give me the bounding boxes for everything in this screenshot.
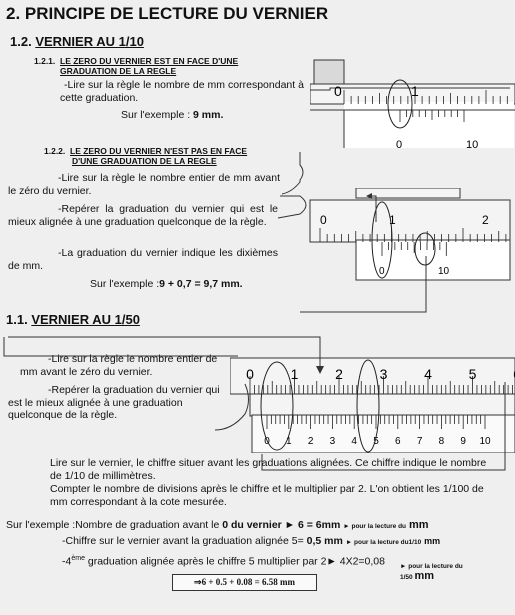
paragraph-1-50-reperer: -Repérer la graduation du vernier qui est le mieux alignée à une graduation quelconque de la règle. — [8, 384, 220, 421]
superscript: ème — [71, 555, 85, 562]
vernier-label: 7 — [416, 436, 423, 447]
vernier-label: 6 — [395, 436, 401, 447]
vernier-label: 0 — [264, 436, 270, 447]
vernier-label: 1 — [286, 436, 292, 447]
text-small: 1/50 — [400, 574, 413, 581]
vernier-diagram-2 — [300, 188, 515, 293]
vernier-label: 3 — [329, 436, 336, 447]
vernier-body — [344, 102, 514, 148]
paragraph-dixiemes: -La graduation du vernier indique les dixièmes de mm. — [8, 247, 278, 272]
paragraph-lire-entier: -Lire sur la règle le nombre entier de mm avant le zéro du vernier. — [8, 172, 280, 197]
text: graduation alignée après le chiffre 5 multiplier par 2► 4X2=0,08 — [84, 555, 385, 568]
section-number: 1.2. — [10, 34, 32, 49]
vernier-label-0: 0 — [396, 139, 403, 148]
example-9mm — [121, 109, 223, 122]
vernier-label-10: 10 — [466, 139, 479, 148]
scale-label-1: 1 — [411, 83, 419, 99]
vernier-label: 8 — [438, 436, 445, 447]
ruler-body — [310, 200, 510, 242]
page-title: 2. PRINCIPE DE LECTURE DU VERNIER — [6, 4, 329, 23]
scale-label: 3 — [379, 366, 388, 382]
subsection-number: 1.2.1. — [34, 56, 56, 66]
section-heading-1-50 — [6, 312, 140, 327]
text: -Chiffre sur le vernier avant la graduation alignée 5= — [62, 535, 307, 547]
vernier-label-0: 0 — [379, 266, 385, 277]
subsection-line1: LE ZERO DU VERNIER N'EST PAS EN FACE — [70, 146, 248, 156]
subsection-heading-1-2-1 — [34, 56, 294, 76]
scale-label-0: 0 — [334, 83, 342, 99]
text: Sur l'exemple :Nombre de graduation avant le — [6, 519, 223, 531]
vernier-label-10: 10 — [438, 266, 450, 277]
text-bold: 0,5 mm — [306, 535, 343, 547]
paragraph-1-50-compter: Compter le nombre de divisions après le chiffre et le multiplier par 2. L'on obtient les 1/100 de mm correspondant à la cote mesurée. — [50, 483, 484, 508]
subsection-line1: LE ZERO DU VERNIER EST EN FACE D'UNE — [60, 56, 239, 66]
example-value: 9 + 0,7 = 9,7 mm. — [159, 278, 243, 290]
jaw — [314, 60, 344, 84]
unit-mm: mm — [408, 519, 429, 531]
example-label: Sur l'exemple : — [90, 278, 160, 290]
paragraph-1-50-lire-vernier: Lire sur le vernier, le chiffre situer avant les graduations alignées. Ce chiffre indique le nombre de 1/10 de millimètres. — [50, 457, 487, 482]
example-9-7mm — [90, 278, 243, 291]
scale-label: 2 — [335, 366, 343, 382]
text-bold: ► 6 = 6mm — [284, 519, 341, 531]
text-small: ► pour la lecture du — [343, 523, 407, 530]
vernier-label: 5 — [373, 436, 379, 447]
subsection-heading-1-2-2 — [44, 146, 304, 166]
vernier-label: 2 — [307, 436, 314, 447]
section-number: 1.1. — [6, 312, 28, 327]
example-label: Sur l'exemple : — [121, 109, 194, 121]
text: -4 — [62, 555, 72, 568]
section-heading-1-10 — [10, 34, 144, 49]
subsection-line2: GRADUATION DE LA REGLE — [60, 66, 177, 76]
text-small: ► pour la lecture du — [400, 563, 463, 570]
example-line-3 — [62, 553, 385, 568]
section-label: VERNIER AU 1/10 — [35, 34, 144, 49]
scale-label-2: 2 — [482, 213, 489, 227]
example-line-2 — [62, 535, 440, 550]
vernier-diagram-3 — [230, 338, 515, 453]
scale-label: 5 — [468, 366, 477, 382]
depth-rod — [356, 188, 460, 198]
scale-label: 4 — [424, 366, 432, 382]
subsection-number: 1.2.2. — [44, 146, 66, 156]
note-1-50 — [400, 563, 463, 582]
scale-label: 1 — [290, 366, 299, 382]
vernier-diagram-1 — [310, 50, 515, 148]
text-bold: 0 du vernier — [222, 519, 282, 531]
scale-label-1: 1 — [389, 213, 396, 227]
unit-mm: mm — [414, 570, 435, 582]
vernier-label: 4 — [351, 436, 357, 447]
subsection-line2: D'UNE GRADUATION DE LA REGLE — [72, 156, 217, 166]
paragraph-reperer: -Repérer la graduation du vernier qui est le mieux alignée à une graduation quelconque de la règle. — [8, 203, 278, 228]
vernier-label: 10 — [479, 436, 491, 447]
unit-mm: mm — [424, 536, 441, 546]
section-label: VERNIER AU 1/50 — [31, 312, 140, 327]
example-line-1 — [6, 519, 429, 534]
paragraph-lire-mm: -Lire sur la règle le nombre de mm correspondant à cette graduation. — [60, 79, 304, 104]
text-small: ► pour la lecture du1/10 — [345, 539, 422, 546]
vernier-body — [252, 415, 515, 453]
vernier-label: 9 — [460, 436, 466, 447]
scale-label-0: 0 — [320, 213, 327, 227]
formula-box: ⇒6 + 0.5 + 0.08 = 6.58 mm — [172, 574, 317, 591]
paragraph-1-50-lire: -Lire sur la règle le nombre entier de mm avant le zéro du vernier. — [20, 353, 218, 378]
example-value: 9 mm. — [193, 109, 224, 121]
scale-label: 0 — [246, 366, 254, 382]
